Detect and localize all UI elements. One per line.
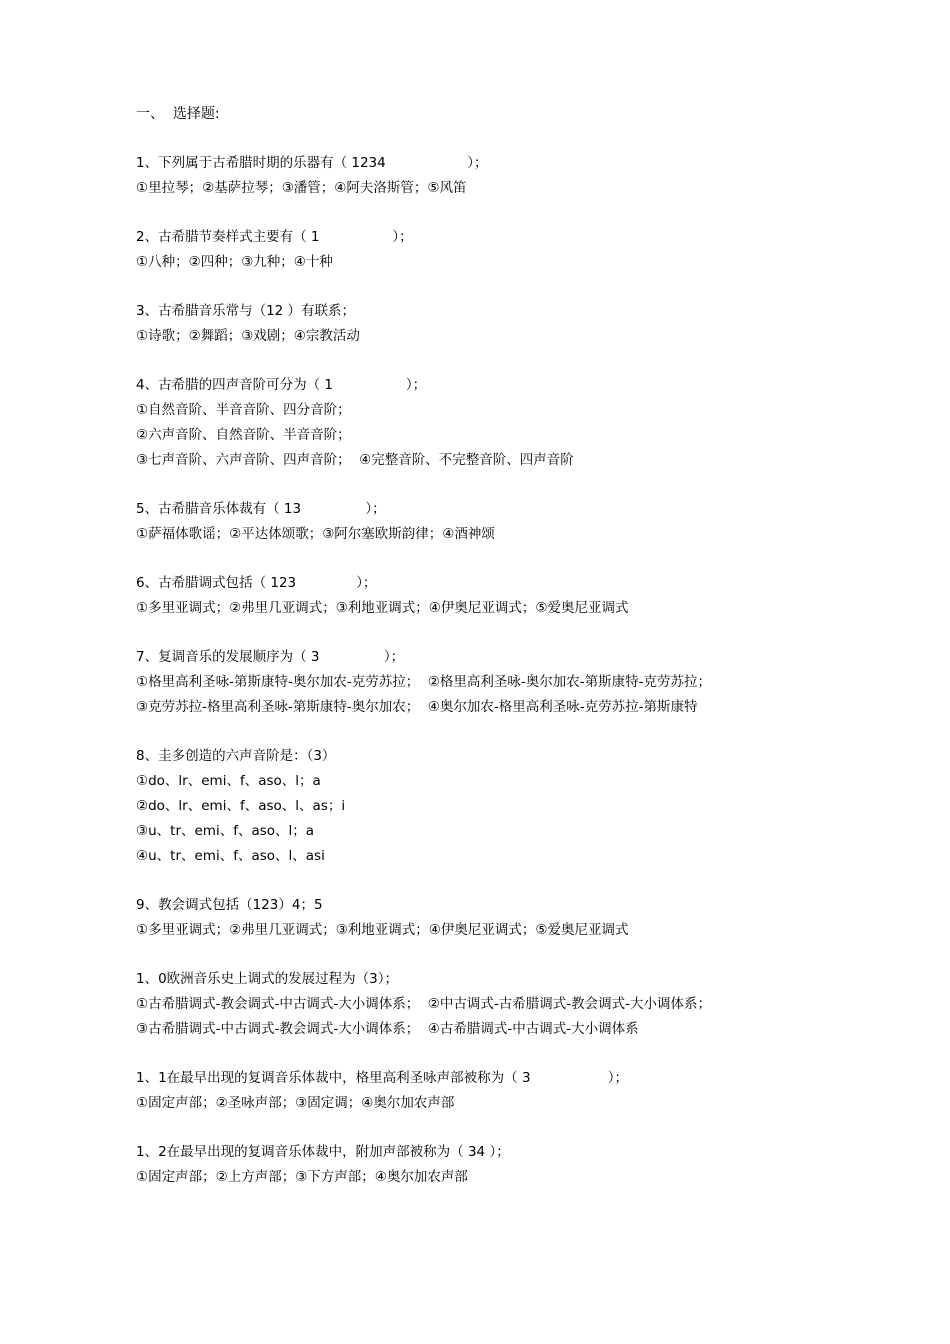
question-option: ①固定声部；②圣咏声部；③固定调；④奥尔加农声部 (136, 1095, 455, 1111)
question-stem: 1、下列属于古希腊时期的乐器有（ 1234 ）； (136, 155, 488, 171)
question-option: ①固定声部；②上方声部；③下方声部；④奥尔加农声部 (136, 1169, 468, 1185)
question-11 (136, 1066, 836, 1116)
question-option: ③克劳苏拉-格里高利圣咏-第斯康特-奥尔加农； ④奥尔加农-格里高利圣咏-克劳苏拉-第斯康特 (136, 699, 698, 715)
question-option: ③七声音阶、六声音阶、四声音阶； ④完整音阶、不完整音阶、四声音阶 (136, 452, 574, 468)
question-stem: 5、古希腊音乐体裁有（ 13 ）； (136, 501, 386, 517)
question-option: ①萨福体歌谣；②平达体颂歌；③阿尔塞欧斯韵律；④酒神颂 (136, 526, 495, 542)
question-option: ①多里亚调式；②弗里几亚调式；③利地亚调式；④伊奥尼亚调式；⑤爱奥尼亚调式 (136, 922, 629, 938)
question-12 (136, 1140, 836, 1190)
question-stem: 1、0欧洲音乐史上调式的发展过程为（3）； (136, 971, 399, 987)
question-6 (136, 571, 836, 621)
question-option: ①自然音阶、半音音阶、四分音阶； (136, 402, 351, 418)
question-2 (136, 225, 836, 275)
question-8 (136, 744, 836, 869)
question-option: ①do、lr、emi、f、aso、l；a (136, 773, 321, 789)
question-option: ①古希腊调式-教会调式-中古调式-大小调体系； ②中古调式-古希腊调式-教会调式-大小调体系； (136, 996, 712, 1012)
question-4 (136, 373, 836, 473)
question-9 (136, 893, 836, 943)
question-option: ①格里高利圣咏-第斯康特-奥尔加农-克劳苏拉； ②格里高利圣咏-奥尔加农-第斯康特-克劳苏拉； (136, 674, 712, 690)
section-title: 一、 选择题: (136, 106, 220, 122)
question-stem: 4、古希腊的四声音阶可分为（ 1 ）； (136, 377, 427, 393)
question-stem: 1、2在最早出现的复调音乐体裁中，附加声部被称为（ 34 ）； (136, 1144, 510, 1160)
question-option: ③古希腊调式-中古调式-教会调式-大小调体系； ④古希腊调式-中古调式-大小调体系 (136, 1021, 639, 1037)
question-option: ②六声音阶、自然音阶、半音音阶； (136, 427, 351, 443)
question-1 (136, 151, 836, 201)
question-option: ①多里亚调式；②弗里几亚调式；③利地亚调式；④伊奥尼亚调式；⑤爱奥尼亚调式 (136, 600, 629, 616)
question-stem: 9、教会调式包括（123）4；5 (136, 897, 323, 913)
question-option: ①八种；②四种；③九种；④十种 (136, 254, 333, 270)
question-stem: 1、1在最早出现的复调音乐体裁中，格里高利圣咏声部被称为（ 3 ）； (136, 1070, 629, 1086)
question-stem: 2、古希腊节奏样式主要有（ 1 ）； (136, 229, 413, 245)
question-stem: 8、圭多创造的六声音阶是：（3） (136, 748, 336, 764)
question-10 (136, 967, 836, 1042)
question-7 (136, 645, 836, 720)
question-3 (136, 299, 836, 349)
question-option: ①里拉琴；②基萨拉琴；③潘管；④阿夫洛斯管；⑤风笛 (136, 180, 467, 196)
question-stem: 3、古希腊音乐常与（12 ）有联系； (136, 303, 356, 319)
question-option: ③u、tr、emi、f、aso、l；a (136, 823, 315, 839)
question-stem: 6、古希腊调式包括（ 123 ）； (136, 575, 377, 591)
question-stem: 7、复调音乐的发展顺序为（ 3 ）； (136, 649, 405, 665)
question-option: ②do、lr、emi、f、aso、l、as；i (136, 798, 346, 814)
question-option: ④u、tr、emi、f、aso、l、asi (136, 848, 325, 864)
question-5 (136, 497, 836, 547)
document-page (136, 102, 836, 1214)
question-option: ①诗歌；②舞蹈；③戏剧；④宗教活动 (136, 328, 360, 344)
